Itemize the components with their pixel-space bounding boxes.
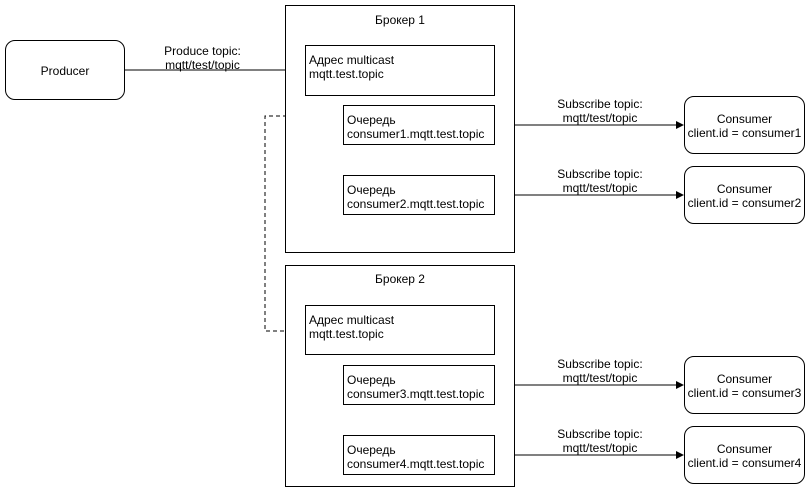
- subscribe-label-3-line1: Subscribe topic:: [557, 357, 643, 371]
- consumer-2-client: client.id = consumer2: [687, 196, 802, 210]
- queue-4-line1: Очередь: [347, 443, 396, 457]
- subscribe-label-4: [545, 427, 655, 455]
- queue-consumer3[interactable]: [343, 365, 495, 405]
- subscribe-label-4-line1: Subscribe topic:: [557, 427, 643, 441]
- queue-consumer1[interactable]: [343, 105, 495, 145]
- queue-2-line1: Очередь: [347, 183, 396, 197]
- broker-1-title: Брокер 1: [375, 13, 425, 27]
- subscribe-label-2-line1: Subscribe topic:: [557, 167, 643, 181]
- subscribe-label-3: [545, 357, 655, 385]
- consumer-3-title: Consumer: [716, 372, 773, 386]
- consumer-3-client: client.id = consumer3: [687, 386, 802, 400]
- subscribe-label-2-line2: mqtt/test/topic: [562, 181, 638, 195]
- queue-2-line2: consumer2.mqtt.test.topic: [347, 197, 485, 211]
- subscribe-label-1-line1: Subscribe topic:: [557, 97, 643, 111]
- produce-topic-line1: Produce topic:: [164, 44, 241, 58]
- producer-label: Producer: [40, 64, 90, 78]
- subscribe-label-4-line2: mqtt/test/topic: [562, 441, 638, 455]
- consumer-4-title: Consumer: [716, 442, 773, 456]
- consumer-1-node[interactable]: [684, 96, 805, 154]
- queue-4-line2: consumer4.mqtt.test.topic: [347, 457, 485, 471]
- broker-2-address[interactable]: [305, 305, 495, 355]
- queue-3-line2: consumer3.mqtt.test.topic: [347, 387, 485, 401]
- queue-1-line1: Очередь: [347, 113, 396, 127]
- broker-1-address-line2: mqtt.test.topic: [309, 67, 384, 81]
- queue-consumer2[interactable]: [343, 175, 495, 215]
- broker-2-address-line1: Адрес multicast: [309, 313, 395, 327]
- consumer-3-node[interactable]: [684, 356, 805, 414]
- producer-node[interactable]: [5, 40, 125, 100]
- produce-topic-label: [150, 44, 255, 72]
- subscribe-label-1: [545, 97, 655, 125]
- consumer-2-node[interactable]: [684, 166, 805, 224]
- consumer-4-client: client.id = consumer4: [687, 456, 802, 470]
- queue-1-line2: consumer1.mqtt.test.topic: [347, 127, 485, 141]
- subscribe-label-2: [545, 167, 655, 195]
- broker-1-address-line1: Адрес multicast: [309, 53, 395, 67]
- subscribe-label-1-line2: mqtt/test/topic: [562, 111, 638, 125]
- produce-topic-line2: mqtt/test/topic: [165, 58, 240, 72]
- broker-2-address-line2: mqtt.test.topic: [309, 327, 384, 341]
- subscribe-label-3-line2: mqtt/test/topic: [562, 371, 638, 385]
- queue-3-line1: Очередь: [347, 373, 396, 387]
- consumer-4-node[interactable]: [684, 426, 805, 484]
- consumer-1-title: Consumer: [716, 112, 773, 126]
- consumer-1-client: client.id = consumer1: [687, 126, 802, 140]
- broker-1-address[interactable]: [305, 45, 495, 96]
- broker-2-title: Брокер 2: [375, 272, 425, 286]
- queue-consumer4[interactable]: [343, 435, 495, 475]
- consumer-2-title: Consumer: [716, 182, 773, 196]
